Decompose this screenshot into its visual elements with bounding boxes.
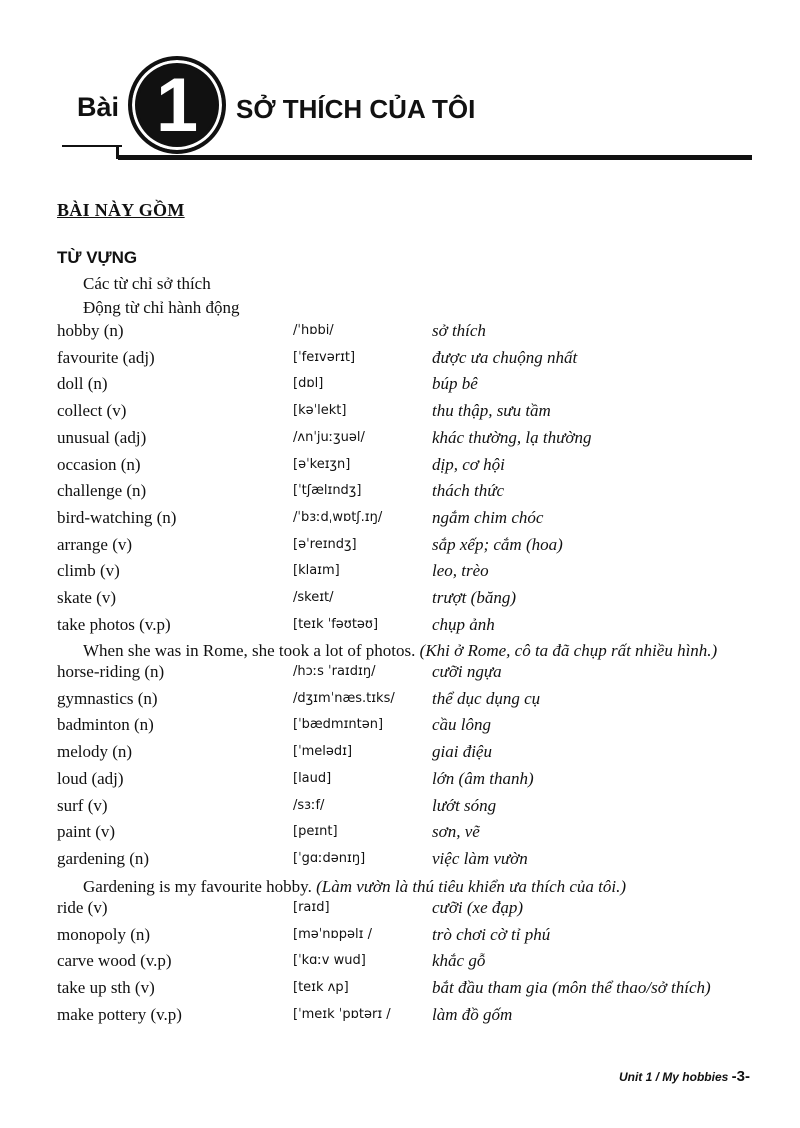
vocab-word: challenge (n) xyxy=(57,481,147,501)
vocab-row xyxy=(0,374,800,400)
vocab-word: make pottery (v.p) xyxy=(57,1004,182,1024)
vocab-row xyxy=(0,822,800,848)
vocab-pronunciation: [ˈtʃælɪndʒ] xyxy=(293,483,362,499)
vocab-row xyxy=(0,615,800,641)
vocab-word: monopoly (n) xyxy=(57,924,151,944)
section-title: BÀI NÀY GỒM xyxy=(57,200,185,220)
vocab-word: collect (v) xyxy=(57,401,127,421)
vocab-word: take photos (v.p) xyxy=(57,614,171,634)
vocab-pronunciation: [raɪd] xyxy=(293,900,330,915)
vocab-subitem: Động từ chỉ hành động xyxy=(83,298,240,317)
vocab-row xyxy=(0,535,800,561)
vocab-meaning: lướt sóng xyxy=(432,795,497,815)
vocab-word: take up sth (v) xyxy=(57,978,155,998)
vocab-meaning: thách thức xyxy=(432,481,505,501)
vocab-pronunciation: [laud] xyxy=(293,770,332,786)
vocab-word: paint (v) xyxy=(57,822,116,842)
example-sentence xyxy=(83,877,626,897)
vocab-meaning: thể dục dụng cụ xyxy=(432,688,541,708)
vocab-meaning: dịp, cơ hội xyxy=(432,454,505,474)
vocab-pronunciation: [ˈgɑːdənɪŋ] xyxy=(293,850,366,866)
vocab-meaning: sắp xếp; cắm (hoa) xyxy=(432,534,563,554)
vocab-pronunciation: [məˈnɒpəlɪ / xyxy=(293,926,373,942)
vocab-pronunciation: /sɜːf/ xyxy=(293,797,325,813)
vocab-row xyxy=(0,978,800,1004)
vocab-word: horse-riding (n) xyxy=(57,662,165,681)
vocab-meaning: trò chơi cờ tỉ phú xyxy=(432,924,551,944)
vocab-word: arrange (v) xyxy=(57,534,133,554)
vocab-row xyxy=(0,1005,800,1031)
vocab-row xyxy=(0,742,800,768)
lesson-title: SỞ THÍCH CỦA TÔI xyxy=(236,94,476,124)
vocab-pronunciation: [əˈkeɪʒn] xyxy=(293,456,351,472)
vocab-row xyxy=(0,796,800,822)
example-translation: (Khi ở Rome, cô ta đã chụp rất nhiều hình.) xyxy=(419,641,718,660)
vocab-word: hobby (n) xyxy=(57,321,124,340)
vocab-row xyxy=(0,925,800,951)
vocab-row xyxy=(0,898,800,924)
vocab-row xyxy=(0,561,800,587)
vocab-meaning: giai điệu xyxy=(432,742,492,762)
vocab-pronunciation: [ˈkɑːv wud] xyxy=(293,953,366,969)
vocab-word: ride (v) xyxy=(57,898,108,917)
vocab-row xyxy=(0,321,800,347)
vocab-pronunciation: [ˈmelədɪ] xyxy=(293,744,353,760)
vocab-pronunciation: /ˈhɒbi/ xyxy=(293,323,334,338)
example-translation: (Làm vườn là thú tiêu khiển ưa thích của tôi.) xyxy=(316,877,627,896)
example-text: Gardening is my favourite hobby. xyxy=(83,877,312,896)
lesson-number-badge xyxy=(128,56,226,154)
vocab-row xyxy=(0,849,800,875)
page-footer xyxy=(619,1068,750,1085)
vocab-word: gardening (n) xyxy=(57,848,150,868)
vocab-row xyxy=(0,428,800,454)
vocab-meaning: làm đồ gốm xyxy=(432,1004,513,1024)
vocab-word: climb (v) xyxy=(57,561,120,581)
vocab-word: loud (adj) xyxy=(57,768,124,788)
example-sentence xyxy=(83,641,717,661)
vocab-meaning: sở thích xyxy=(432,321,486,340)
vocab-meaning: búp bê xyxy=(432,374,478,394)
vocab-meaning: trượt (băng) xyxy=(432,588,516,607)
vocab-meaning: thu thập, sưu tầm xyxy=(432,401,551,421)
vocabulary-heading: TỪ VỰNG xyxy=(57,248,138,267)
example-text: When she was in Rome, she took a lot of photos. xyxy=(83,641,416,660)
vocab-meaning: lớn (âm thanh) xyxy=(432,768,534,788)
vocab-pronunciation: /ˈbɜːdˌwɒtʃ.ɪŋ/ xyxy=(293,509,383,525)
vocab-word: occasion (n) xyxy=(57,454,141,474)
vocab-word: skate (v) xyxy=(57,588,117,607)
vocab-row xyxy=(0,401,800,427)
vocab-pronunciation: [peɪnt] xyxy=(293,824,338,840)
vocab-row xyxy=(0,951,800,977)
vocab-row xyxy=(0,662,800,688)
vocab-pronunciation: [ˈfeɪvərɪt] xyxy=(293,349,356,365)
vocab-pronunciation: [klaɪm] xyxy=(293,563,340,579)
vocab-row xyxy=(0,715,800,741)
vocab-word: gymnastics (n) xyxy=(57,688,158,708)
vocab-row xyxy=(0,508,800,534)
vocab-meaning: leo, trèo xyxy=(432,561,489,581)
vocab-row xyxy=(0,689,800,715)
vocab-meaning: sơn, vẽ xyxy=(432,822,480,842)
header-rule-left xyxy=(62,145,122,147)
vocab-meaning: khác thường, lạ thường xyxy=(432,427,592,447)
vocab-pronunciation: [teɪk ˈfəʊtəʊ] xyxy=(293,616,379,632)
vocab-word: surf (v) xyxy=(57,795,108,815)
vocab-pronunciation: [teɪk ʌp] xyxy=(293,980,349,996)
vocab-pronunciation: /skeɪt/ xyxy=(293,590,334,605)
vocab-pronunciation: /ʌnˈjuːʒuəl/ xyxy=(293,429,365,445)
vocab-meaning: cưỡi (xe đạp) xyxy=(432,898,524,917)
vocab-meaning: cầu lông xyxy=(432,715,492,735)
vocab-word: carve wood (v.p) xyxy=(57,951,172,971)
vocab-pronunciation: [əˈreɪndʒ] xyxy=(293,536,357,552)
footer-unit: Unit 1 / My hobbies xyxy=(618,1070,729,1084)
vocab-word: badminton (n) xyxy=(57,715,154,735)
vocab-meaning: cưỡi ngựa xyxy=(432,662,502,681)
vocab-meaning: được ưa chuộng nhất xyxy=(432,347,578,367)
vocab-word: melody (n) xyxy=(57,742,133,762)
vocab-row xyxy=(0,481,800,507)
vocab-meaning: ngắm chim chóc xyxy=(432,507,544,527)
vocab-pronunciation: [dɒl] xyxy=(293,376,324,392)
vocab-meaning: việc làm vườn xyxy=(432,848,528,868)
header-rule xyxy=(118,155,752,160)
vocab-pronunciation: [kəˈlekt] xyxy=(293,403,347,419)
vocab-row xyxy=(0,348,800,374)
vocab-row xyxy=(0,455,800,481)
lesson-label: Bài xyxy=(77,92,120,122)
vocab-word: bird-watching (n) xyxy=(57,507,177,527)
vocab-word: unusual (adj) xyxy=(57,427,147,447)
vocab-meaning: chụp ảnh xyxy=(432,614,495,634)
vocab-meaning: khắc gỗ xyxy=(432,951,486,971)
vocab-row xyxy=(0,588,800,614)
vocab-pronunciation: /hɔːs ˈraɪdɪŋ/ xyxy=(293,664,376,679)
vocab-pronunciation: [ˈbædmɪntən] xyxy=(293,717,384,733)
page-number: -3- xyxy=(731,1068,750,1085)
vocab-word: doll (n) xyxy=(57,374,108,394)
vocab-row xyxy=(0,769,800,795)
vocab-pronunciation: /dʒɪmˈnæs.tɪks/ xyxy=(293,690,395,706)
vocab-word: favourite (adj) xyxy=(57,347,155,367)
lesson-header xyxy=(0,0,800,170)
vocab-meaning: bắt đầu tham gia (môn thể thao/sở thích) xyxy=(432,978,711,998)
vocab-subitem: Các từ chỉ sở thích xyxy=(83,274,211,293)
lesson-number: 1 xyxy=(155,63,199,148)
vocab-pronunciation: [ˈmeɪk ˈpɒtərɪ / xyxy=(293,1006,391,1022)
